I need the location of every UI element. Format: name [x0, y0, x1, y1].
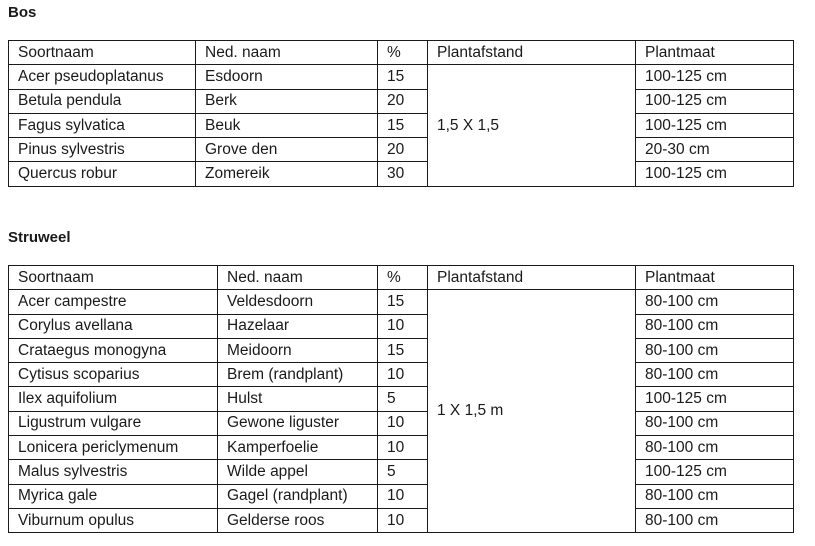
cell-soortnaam: Viburnum opulus	[9, 508, 218, 532]
cell-percent: 5	[378, 387, 428, 411]
cell-percent: 20	[378, 89, 428, 113]
table-row	[9, 363, 794, 387]
cell-soortnaam: Acer pseudoplatanus	[9, 65, 196, 89]
table-row	[9, 508, 794, 532]
cell-soortnaam: Malus sylvestris	[9, 460, 218, 484]
cell-plantmaat: 80-100 cm	[636, 314, 794, 338]
struweel-table	[8, 265, 794, 533]
cell-ned-naam: Gagel (randplant)	[218, 484, 378, 508]
cell-plantmaat: 80-100 cm	[636, 338, 794, 362]
cell-ned-naam: Berk	[196, 89, 378, 113]
cell-percent: 10	[378, 314, 428, 338]
cell-soortnaam: Quercus robur	[9, 162, 196, 186]
header-percent: %	[378, 41, 428, 65]
cell-soortnaam: Fagus sylvatica	[9, 113, 196, 137]
cell-soortnaam: Betula pendula	[9, 89, 196, 113]
cell-soortnaam: Ligustrum vulgare	[9, 411, 218, 435]
cell-plantmaat: 100-125 cm	[636, 89, 794, 113]
cell-percent: 10	[378, 411, 428, 435]
table-row	[9, 113, 794, 137]
cell-percent: 15	[378, 65, 428, 89]
cell-soortnaam: Crataegus monogyna	[9, 338, 218, 362]
header-soortnaam: Soortnaam	[9, 41, 196, 65]
table-row	[9, 411, 794, 435]
table-row	[9, 138, 794, 162]
cell-percent: 10	[378, 363, 428, 387]
header-ned-naam: Ned. naam	[196, 41, 378, 65]
table-header-row	[9, 41, 794, 65]
cell-ned-naam: Hulst	[218, 387, 378, 411]
table-row	[9, 162, 794, 186]
table-row	[9, 89, 794, 113]
cell-percent: 15	[378, 338, 428, 362]
cell-plantmaat: 100-125 cm	[636, 113, 794, 137]
cell-percent: 15	[378, 290, 428, 314]
cell-soortnaam: Lonicera periclymenum	[9, 436, 218, 460]
cell-percent: 30	[378, 162, 428, 186]
cell-percent: 20	[378, 138, 428, 162]
cell-ned-naam: Kamperfoelie	[218, 436, 378, 460]
cell-plantmaat: 20-30 cm	[636, 138, 794, 162]
table-row	[9, 290, 794, 314]
header-soortnaam: Soortnaam	[9, 266, 218, 290]
cell-percent: 10	[378, 436, 428, 460]
cell-plantmaat: 80-100 cm	[636, 411, 794, 435]
struweel-table-body	[9, 266, 794, 533]
header-percent: %	[378, 266, 428, 290]
cell-soortnaam: Pinus sylvestris	[9, 138, 196, 162]
cell-soortnaam: Ilex aquifolium	[9, 387, 218, 411]
bos-table-body	[9, 41, 794, 187]
cell-ned-naam: Esdoorn	[196, 65, 378, 89]
cell-plantmaat: 100-125 cm	[636, 162, 794, 186]
cell-percent: 10	[378, 484, 428, 508]
cell-percent: 10	[378, 508, 428, 532]
table-row	[9, 387, 794, 411]
cell-plantafstand: 1 X 1,5 m	[428, 290, 636, 533]
cell-soortnaam: Cytisus scoparius	[9, 363, 218, 387]
section-title-struweel: Struweel	[8, 229, 71, 246]
table-row	[9, 460, 794, 484]
cell-ned-naam: Gelderse roos	[218, 508, 378, 532]
cell-ned-naam: Meidoorn	[218, 338, 378, 362]
cell-ned-naam: Wilde appel	[218, 460, 378, 484]
section-title-bos: Bos	[8, 4, 37, 21]
bos-table	[8, 40, 794, 187]
table-row	[9, 65, 794, 89]
table-row	[9, 484, 794, 508]
table-row	[9, 338, 794, 362]
cell-percent: 5	[378, 460, 428, 484]
table-row	[9, 314, 794, 338]
cell-ned-naam: Hazelaar	[218, 314, 378, 338]
cell-plantmaat: 80-100 cm	[636, 436, 794, 460]
cell-ned-naam: Brem (randplant)	[218, 363, 378, 387]
header-plantafstand: Plantafstand	[428, 266, 636, 290]
cell-plantmaat: 80-100 cm	[636, 484, 794, 508]
cell-percent: 15	[378, 113, 428, 137]
header-plantmaat: Plantmaat	[636, 41, 794, 65]
cell-plantmaat: 80-100 cm	[636, 508, 794, 532]
cell-ned-naam: Zomereik	[196, 162, 378, 186]
cell-soortnaam: Acer campestre	[9, 290, 218, 314]
header-ned-naam: Ned. naam	[218, 266, 378, 290]
cell-ned-naam: Gewone liguster	[218, 411, 378, 435]
cell-soortnaam: Corylus avellana	[9, 314, 218, 338]
table-header-row	[9, 266, 794, 290]
cell-plantmaat: 80-100 cm	[636, 290, 794, 314]
cell-plantafstand: 1,5 X 1,5	[428, 65, 636, 186]
cell-plantmaat: 80-100 cm	[636, 363, 794, 387]
header-plantafstand: Plantafstand	[428, 41, 636, 65]
cell-ned-naam: Veldesdoorn	[218, 290, 378, 314]
cell-ned-naam: Beuk	[196, 113, 378, 137]
cell-ned-naam: Grove den	[196, 138, 378, 162]
cell-plantmaat: 100-125 cm	[636, 387, 794, 411]
cell-soortnaam: Myrica gale	[9, 484, 218, 508]
cell-plantmaat: 100-125 cm	[636, 65, 794, 89]
table-row	[9, 436, 794, 460]
header-plantmaat: Plantmaat	[636, 266, 794, 290]
cell-plantmaat: 100-125 cm	[636, 460, 794, 484]
